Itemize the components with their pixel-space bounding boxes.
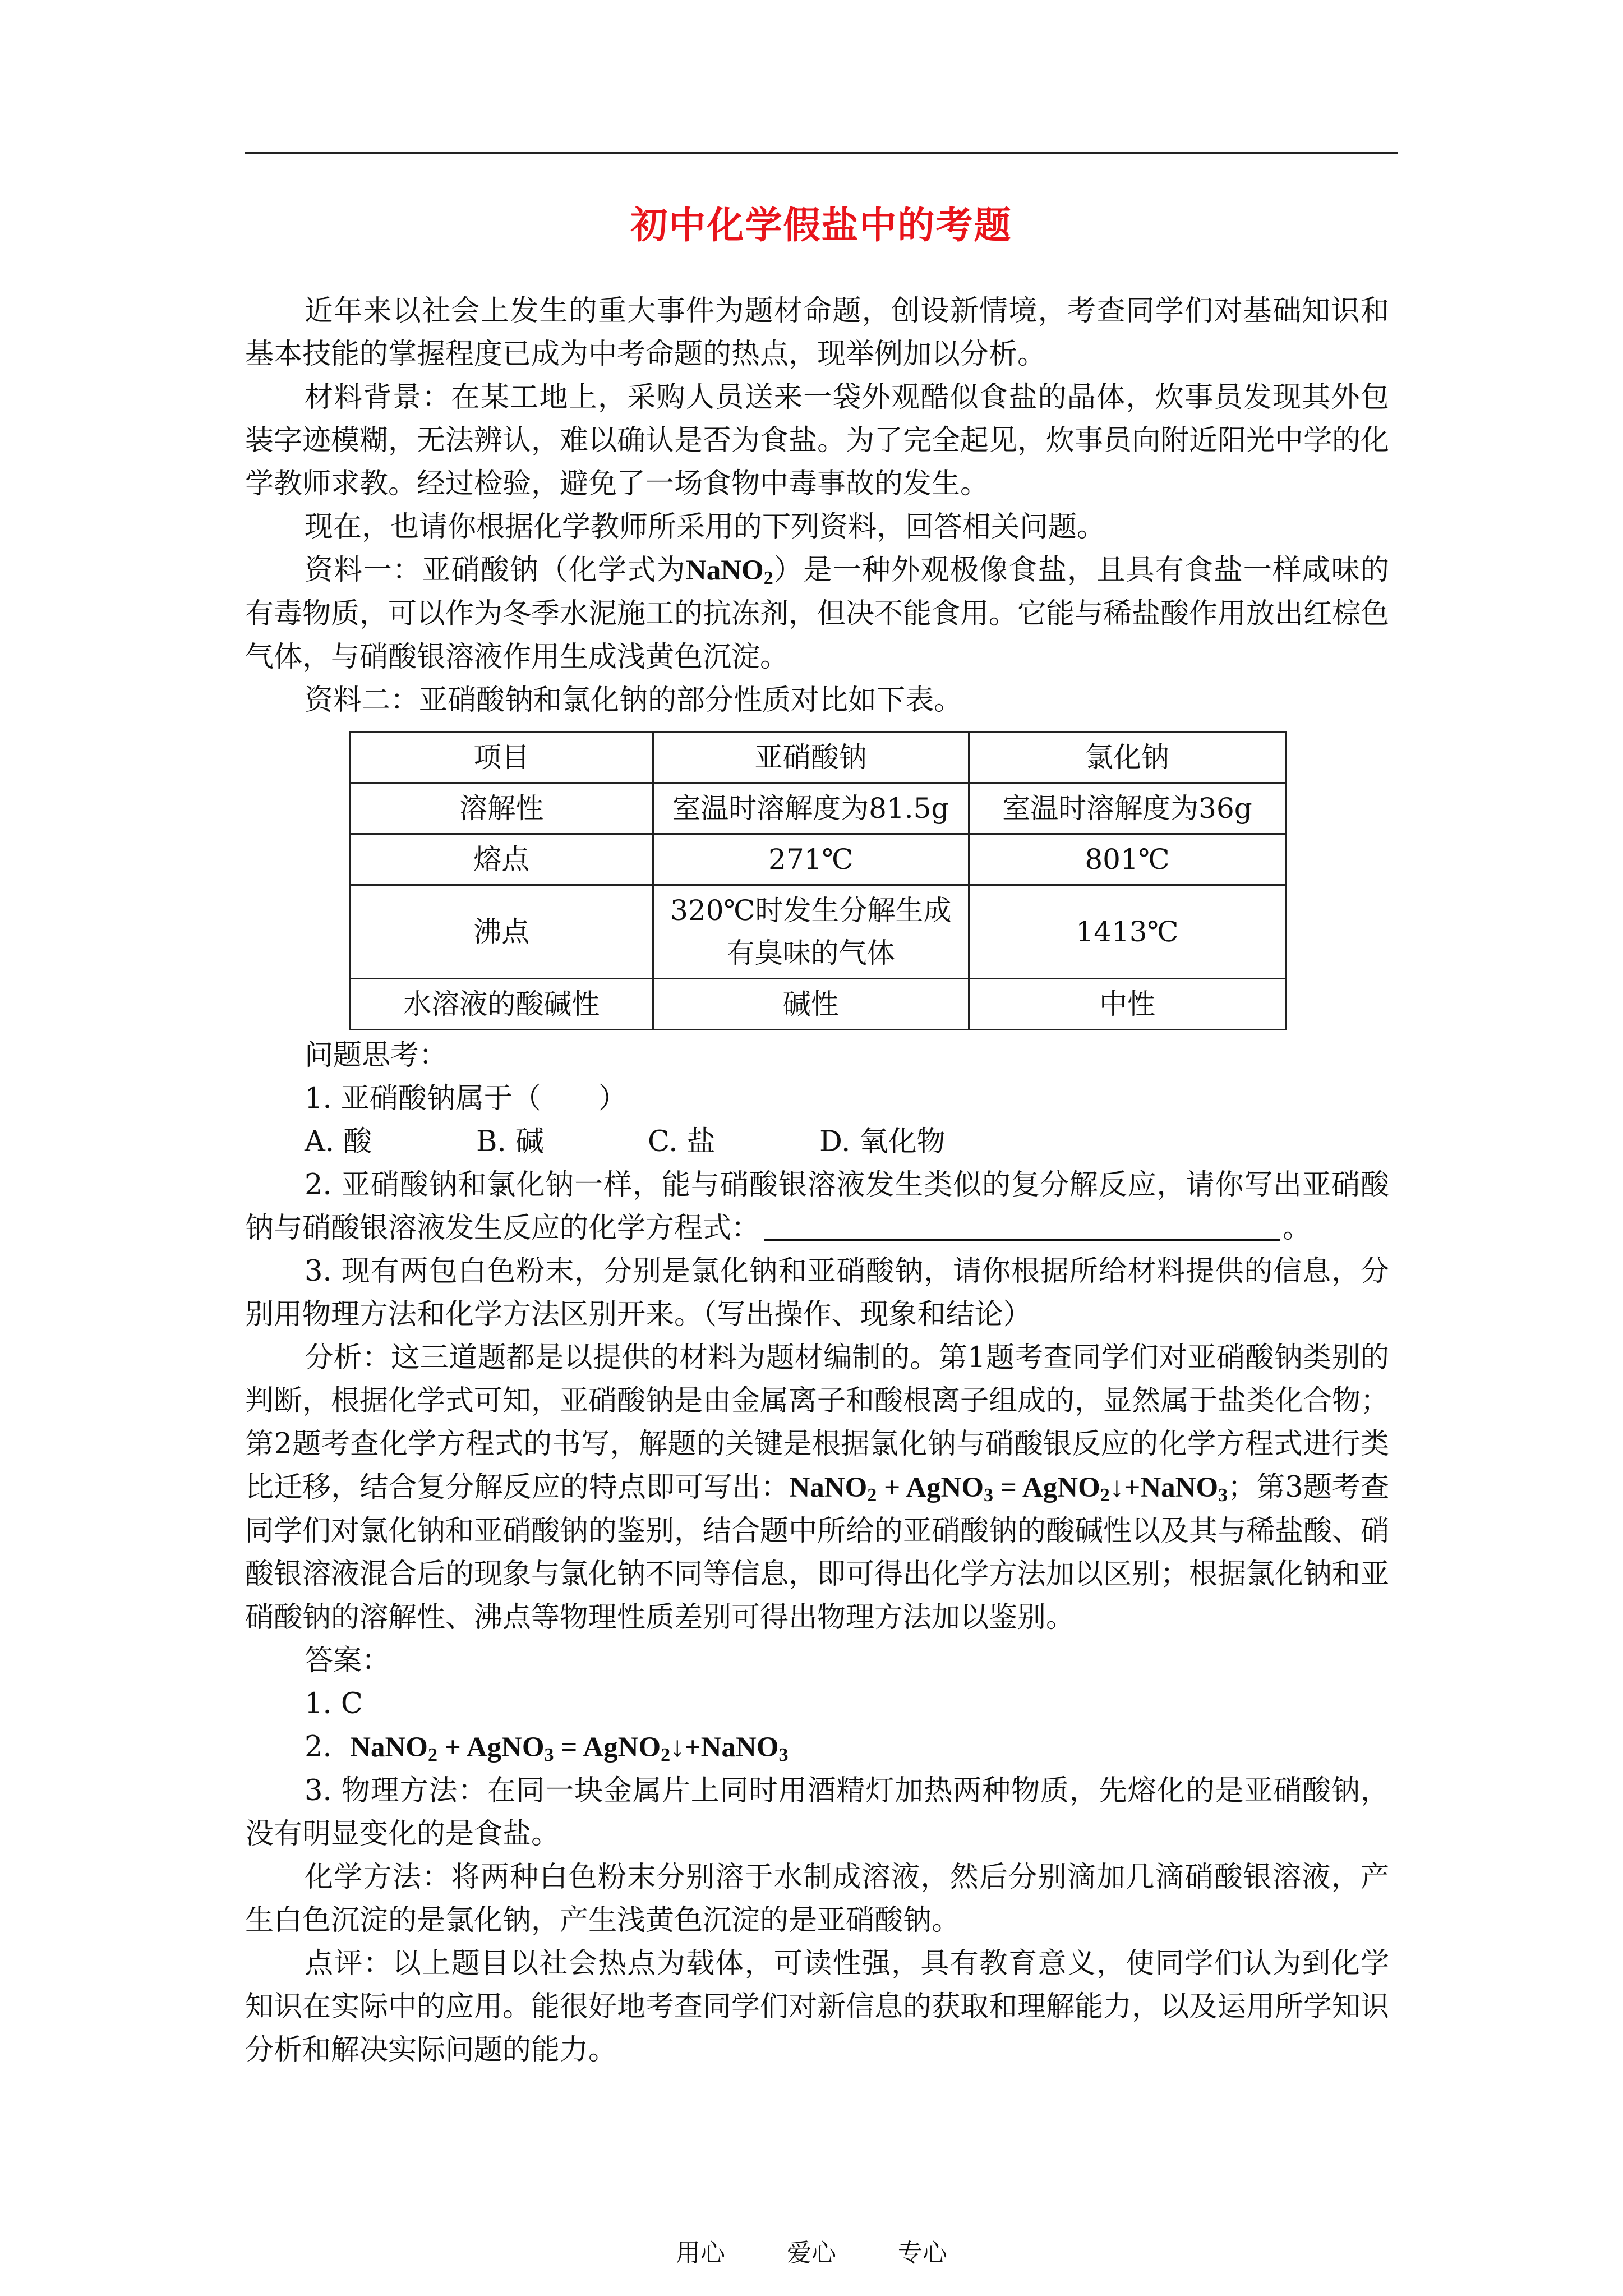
question-two: [245, 1163, 1389, 1250]
answer-three-physical: 3. 物理方法：在同一块金属片上同时用酒精灯加热两种物质，先熔化的是亚硝酸钠，没有明显变化的是食盐。: [245, 1774, 1389, 1851]
table-cell: 沸点: [351, 885, 653, 979]
nano2-formula: [686, 555, 773, 586]
eq-part: ↓+NaNO: [670, 1732, 779, 1763]
option-c: C. 盐: [648, 1125, 716, 1158]
option-b: B. 碱: [476, 1125, 544, 1158]
table-header-row: [351, 732, 1286, 783]
answer-heading: 答案：: [305, 1644, 391, 1677]
question-one: 1. 亚硝酸钠属于（ ）: [305, 1082, 627, 1115]
eq-sub: 3: [778, 1745, 789, 1765]
analysis-paragraph: [245, 1336, 1389, 1639]
eq-part: = AgNO: [993, 1472, 1100, 1503]
table-row: [351, 783, 1286, 834]
questions-heading: 问题思考：: [305, 1039, 448, 1072]
table-row: [351, 834, 1286, 885]
comment-paragraph: 点评：以上题目以社会热点为载体，可读性强，具有教育意义，使同学们认为到化学知识在实际中的应用。能很好地考查同学们对新信息的获取和理解能力，以及运用所学知识分析和解决实际问题的能力。: [245, 1947, 1390, 2067]
answer-blank: [764, 1210, 1280, 1241]
eq-part: + AgNO: [877, 1472, 984, 1503]
eq-sub: 2: [427, 1745, 437, 1765]
table-cell: 室温时溶解度为36g: [969, 783, 1286, 834]
table-cell: 271℃: [653, 834, 969, 885]
page-footer: [0, 2233, 1623, 2269]
eq-part: NaNO: [789, 1472, 868, 1503]
eq-sub: 2: [661, 1745, 671, 1765]
material-one-lead: 资料一：亚硝酸钠（化学式为: [305, 554, 686, 587]
table-cell: 水溶液的酸碱性: [351, 979, 653, 1030]
reaction-equation: [350, 1732, 788, 1763]
table-header-cell: 亚硝酸钠: [653, 732, 969, 783]
answer-two: [245, 1726, 1389, 1769]
table-cell: 溶解性: [351, 783, 653, 834]
document-title: 初中化学假盐中的考题: [630, 203, 1012, 247]
reaction-equation-inline: [789, 1472, 1228, 1506]
question-three: 3. 现有两包白色粉末，分别是氯化钠和亚硝酸钠，请你根据所给材料提供的信息，分别用物理方法和化学方法区别开来。（写出操作、现象和结论）: [245, 1255, 1389, 1331]
background-paragraph: 材料背景：在某工地上，采购人员送来一袋外观酷似食盐的晶体，炊事员发现其外包装字迹模糊，无法辨认，难以确认是否为食盐。为了完全起见，炊事员向附近阳光中学的化学教师求教。经过检验，避免了一场食物中毒事故的发生。: [245, 381, 1390, 500]
document-body: [245, 289, 1389, 2072]
eq-sub: 3: [984, 1485, 994, 1506]
eq-part: ↓+NaNO: [1109, 1472, 1219, 1503]
eq-part: = AgNO: [554, 1732, 661, 1763]
answer-one: 1. C: [305, 1687, 363, 1720]
answer-two-label: 2.: [305, 1731, 332, 1764]
analysis-rest: ；第3题考查同学们对氯化钠和亚硝酸钠的鉴别，结合题中所给的亚硝酸钠的酸碱性以及其与稀盐酸、硝酸银溶液混合后的现象与氯化钠不同等信息，即可得出化学方法加以区别；根据氯化钠和亚硝酸钠的溶解性、沸点等物理性质差别可得出物理方法加以鉴别。: [245, 1471, 1390, 1634]
eq-part: NaNO: [350, 1732, 428, 1763]
option-d: D. 氧化物: [819, 1125, 946, 1158]
eq-sub: 2: [867, 1485, 877, 1506]
footer-word: 用心: [676, 2239, 725, 2267]
header-rule: [245, 152, 1398, 154]
question-two-end: 。: [1283, 1212, 1312, 1245]
table-cell: 熔点: [351, 834, 653, 885]
table-row: [351, 885, 1286, 979]
table-cell: 室温时溶解度为81.5g: [653, 783, 969, 834]
eq-part: + AgNO: [437, 1732, 545, 1763]
material-one-text: ）是一种外观极像食盐，且具有食盐一样咸味的有毒物质，可以作为冬季水泥施工的抗冻剂，但决不能食用。它能与稀盐酸作用放出红棕色气体，与硝酸银溶液作用生成浅黄色沉淀。: [245, 554, 1390, 674]
property-comparison-table: [349, 731, 1287, 1030]
analysis-lead: 分析：这三道题都是以提供的材料为题材编制的。第1题考查同学们对亚硝酸钠类别的判断，根据化学式可知，亚硝酸钠是由金属离子和酸根离子组成的，显然属于盐类化合物；第2题考查化学方程式的书写，解题的关键是根据氯化钠与硝酸银反应的化学方程式进行类比迁移，结合复分解反应的特点即可写出：: [245, 1341, 1390, 1504]
option-a: A. 酸: [305, 1125, 372, 1158]
question-one-options: [245, 1120, 1389, 1163]
formula-main: NaNO: [685, 555, 764, 586]
eq-sub: 3: [1218, 1485, 1228, 1506]
footer-word: 爱心: [787, 2239, 836, 2267]
table-header-cell: 氯化钠: [969, 732, 1286, 783]
table-cell: 801℃: [969, 834, 1286, 885]
table-cell: 1413℃: [969, 885, 1286, 979]
table-cell: 碱性: [653, 979, 969, 1030]
footer-word: 专心: [898, 2239, 947, 2267]
formula-subscript: 2: [763, 568, 773, 588]
table-header-cell: 项目: [351, 732, 653, 783]
table-cell: 中性: [969, 979, 1286, 1030]
question-two-text: 2. 亚硝酸钠和氯化钠一样，能与硝酸银溶液发生类似的复分解反应，请你写出亚硝酸钠与硝酸银溶液发生反应的化学方程式：: [245, 1168, 1389, 1245]
table-row: [351, 979, 1286, 1030]
eq-sub: 3: [544, 1745, 554, 1765]
intro-paragraph: 近年来以社会上发生的重大事件为题材命题，创设新情境，考查同学们对基础知识和基本技能的掌握程度已成为中考命题的热点，现举例加以分析。: [245, 295, 1389, 371]
eq-sub: 2: [1100, 1485, 1110, 1506]
material-two-paragraph: 资料二：亚硝酸钠和氯化钠的部分性质对比如下表。: [305, 684, 963, 717]
prompt-paragraph: 现在，也请你根据化学教师所采用的下列资料，回答相关问题。: [305, 510, 1106, 544]
material-one-paragraph: [245, 549, 1389, 679]
table-cell: 320℃时发生分解生成有臭味的气体: [653, 885, 969, 979]
answer-three-chemical: 化学方法：将两种白色粉末分别溶于水制成溶液，然后分别滴加几滴硝酸银溶液，产生白色沉淀的是氯化钠，产生浅黄色沉淀的是亚硝酸钠。: [245, 1861, 1389, 1937]
